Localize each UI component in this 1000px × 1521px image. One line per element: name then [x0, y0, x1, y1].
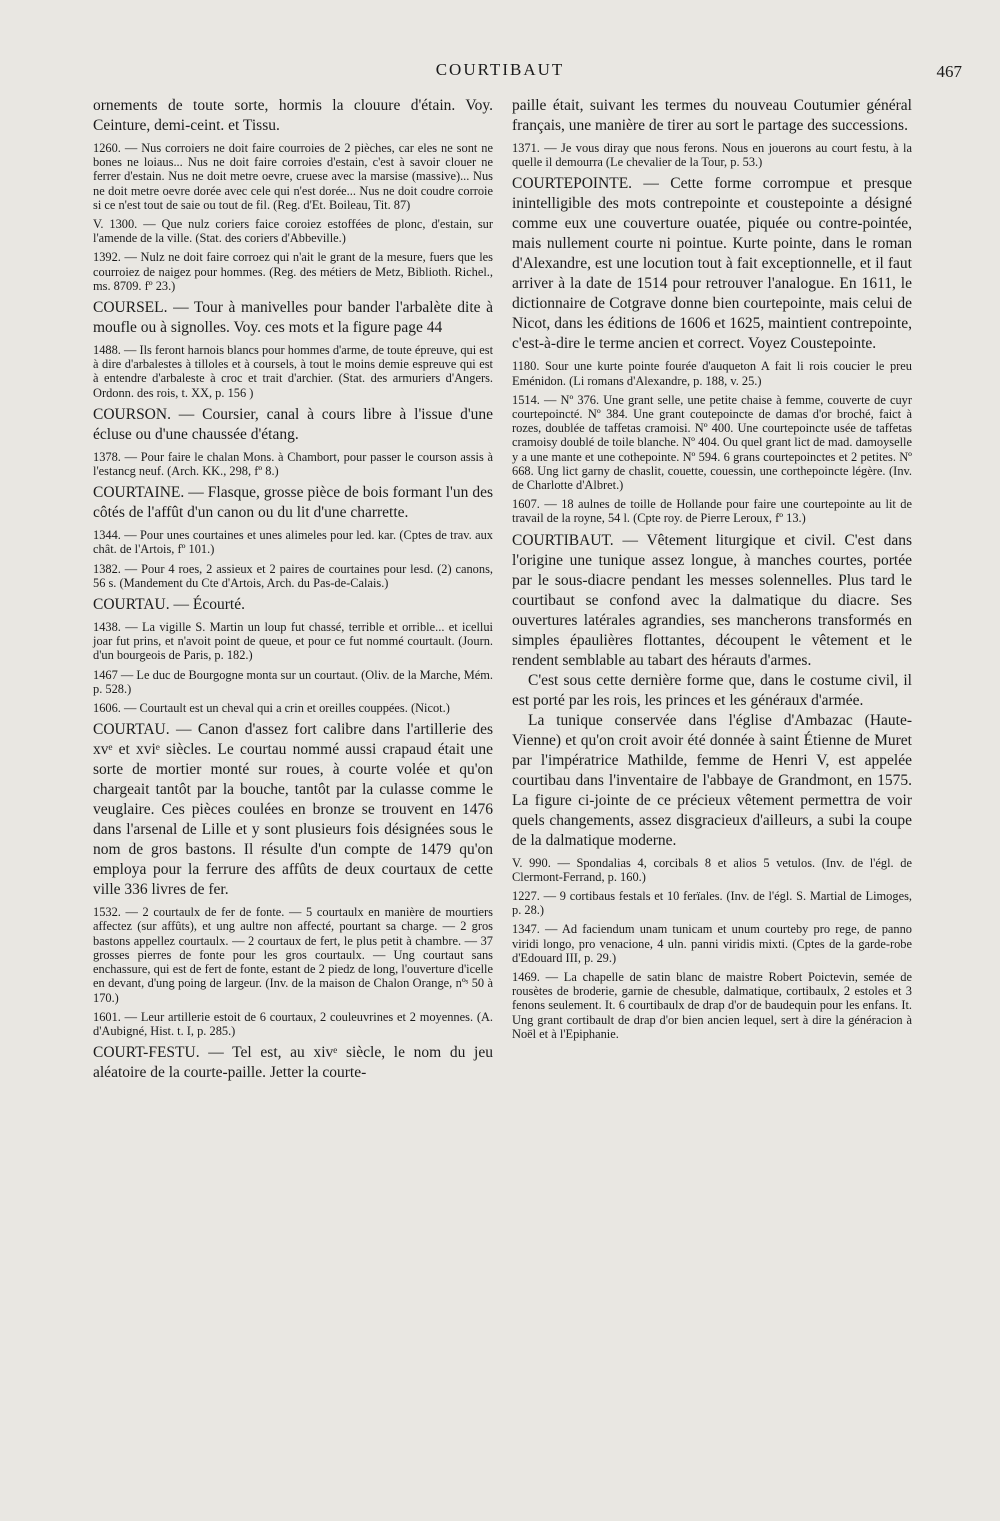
citation: 1382. — Pour 4 roes, 2 assieux et 2 paires de courtaines pour lesd. (2) canons, 56 s. (Mandement du Cte d'Artois, Arch. du Pas-de-Calais.): [93, 561, 493, 590]
entry-coursel: COURSEL. — Tour à manivelles pour bander l'arbalète dite à moufle ou à signolles. Voy. ces mots et la figure page 44: [93, 299, 493, 337]
citation: 1607. — 18 aulnes de toille de Hollande pour faire une courtepointe au lit de travail de la royne, 54 l. (Cpte roy. de Pierre Leroux, fº 13.): [512, 497, 912, 526]
entry-courtepointe: COURTEPOINTE. — Cette forme corrompue et presque inintelligible des mots contrepointe et coustepointe a désigné comme eux une couverture ouatée, piquée ou contre-pointée, mais nullement courte ni pointue. Kurte pointe, dans le roman d'Alexandre, est une locution tout à fait exceptionnelle, et il faut arriver à la date de 1514 pour retrouver l'analogue. En 1611, le dictionnaire de Cotgrave donne bien courtepointe, mais celui de Nicot, dans les éditions de 1606 et 1625, maintient contrepointe, c'est-à-dire le terme ancien et correct. Voyez Coustepointe.: [512, 175, 912, 353]
entry-courtibaut: COURTIBAUT. — Vêtement liturgique et civil. C'est dans l'origine une tunique assez longue, à manches courtes, portée par le sous-diacre pendant les messes solennelles. Plus tard le courtibaut se confond avec la dalmatique du diacre. Ses ouvertures latérales agrandies, ses mancherons transformés en simples épaulières flottantes, découpent le vêtement et le rendent semblable au tabart des hérauts d'armes.: [512, 531, 912, 669]
citation: 1514. — Nº 376. Une grant selle, une petite chaise à femme, couverte de cuyr courtepoincté. Nº 384. Une grant coutepoincte de damas d'or broché, faict à rozes, doublée de taffetas cramoisi. Nº 400. Une courtepoincte usée de taffetas cramoisy doublé de toile blanche. Nº 404. Ou quel grant lict de mad. damoyselle y a une mante et une cothepointe. Nº 594. 6 grans courtepoinctes et 2 petites. Nº 668. Ung lict garny de chaslit, couette, couessin, une corthepoincte légère. (Inv. de Charlotte d'Albret.): [512, 392, 912, 493]
citation: 1606. — Courtault est un cheval qui a crin et oreilles couppées. (Nicot.): [93, 701, 450, 716]
entry-text: C'est sous cette dernière forme que, dans le costume civil, il est porté par les rois, les princes et les généraux d'armée.: [512, 671, 912, 709]
entry-text: paille était, suivant les termes du nouveau Coutumier général français, une manière de tirer au sort le partage des successions.: [512, 97, 912, 134]
citation: 1469. — La chapelle de satin blanc de maistre Robert Poictevin, semée de rousètes de broderie, garnie de chesuble, dalmatique, cortibaulx, 2 estoles et 3 fenons seulement. It. 6 courtibaulx de drap d'or de baudequin pour les enfans. It. Ung grant cortibault de drap d'or bien ancien lequel, sert à dire la généracion à Noël et à l'Epiphanie.: [512, 970, 912, 1041]
citation: 1180. Sour une kurte pointe fourée d'auqueton A fait li rois coucier le preu Eménidon. (Li romans d'Alexandre, p. 188, v. 25.): [512, 359, 912, 388]
entry-courson: COURSON. — Coursier, canal à cours libre à l'issue d'une écluse ou d'une chaussée d'étang.: [93, 405, 493, 443]
citation: 1438. — La vigille S. Martin un loup fut chassé, terrible et orrible... et icellui joar fut prins, et n'avoit point de queue, et pour ce fut nommé courtault. (Journ. d'un bourgeois de Paris, p. 182.): [93, 620, 493, 663]
citation: 1371. — Je vous diray que nous ferons. Nous en jouerons au court festu, à la quelle il demourra (Le chevalier de la Tour, p. 53.): [512, 141, 912, 170]
running-head: COURTIBAUT: [435, 60, 565, 79]
citation: 1344. — Pour unes courtaines et unes alimeles pour led. kar. (Cptes de trav. aux chât. de l'Artois, fº 101.): [93, 528, 493, 557]
right-column: [512, 96, 912, 1041]
citation: 1260. — Nus corroiers ne doit faire courroies de 2 pièches, car eles ne sont ne bones ne loiaus... Nus ne doit faire corroies d'estain, c'est à savoir clouer ne ferrer d'estain. Nus ne doit metre oevre, cruese avec la marsise (massive)... Nus ne doit metre oevre dorée avec cele qui n'est dorée... Nus ne doit coudre corroie si ce n'est tout de saie ou tout de fil. (Reg. d'Et. Boileau, Tit. 87): [93, 141, 493, 212]
entry-text: La tunique conservée dans l'église d'Ambazac (Haute-Vienne) et qu'on croit avoir été donnée à saint Étienne de Muret par l'impératrice Mathilde, femme de Henri V, est appelée courtibau dans l'inventaire de l'abbaye de Grandmont, en 1575. La figure ci-jointe de ce précieux vêtement permettra de voir quels changements, assez disgracieux d'ailleurs, a subi la coupe de la dalmatique moderne.: [512, 711, 912, 849]
page-number: 467: [936, 62, 962, 81]
entry-courtau-1: COURTAU. — Écourté.: [93, 596, 245, 614]
citation: 1392. — Nulz ne doit faire corroez qui n'ait le grant de la mesure, fuers que les courroiez de naigez pour hommes. (Reg. des métiers de Metz, Biblioth. Richel., ms. 8709. fº 23.): [93, 250, 493, 293]
citation: V. 990. — Spondalias 4, corcibals 8 et alios 5 vetulos. (Inv. de l'égl. de Clermont-Ferrand, p. 160.): [512, 855, 912, 884]
citation: 1488. — Ils feront harnois blancs pour hommes d'arme, de toute épreuve, qui est à dire d'arbalestes à tilloles et à coursels, à tout le moins demie espreuve qui est à entendre d'arbaleste à croc et trait d'archier. (Stat. des armuriers d'Angers. Ordonn. des rois, t. XX, p. 156 ): [93, 343, 494, 400]
citation: 1227. — 9 cortibaus festals et 10 ferïales. (Inv. de l'égl. S. Martial de Limoges, p. 28.): [512, 889, 912, 918]
entry-text: ornements de toute sorte, hormis la clouure d'étain. Voy. Ceinture, demi-ceint. et Tissu.: [93, 97, 493, 134]
citation: 1532. — 2 courtaulx de fer de fonte. — 5 courtaulx en manière de mourtiers affectez (sur affûts), et ung aultre non affecté, pourtant sa charge. — 2 gros bastons appellez courtaulx. — 2 courtaux de fert, le plus petit à chambre. — 37 grosses pierres de fonte pour les gros courtaulx. — Ung courtaut sans enchassure, qui est de fert de fonte, estant de 2 piedz de long, l'ouverture d'icelle en devant, d'ung poing de largeur. (Inv. de la maison de Chalon Orange, nºˢ 50 à 170.): [93, 905, 493, 1005]
entry-courtau-2: COURTAU. — Canon d'assez fort calibre dans l'artillerie des xvᵉ et xviᵉ siècles. Le courtau nommé aussi crapaud était une sorte de mortier monté sur roues, à courte volée et qu'on chargeait tantôt par la bouche, tantôt par la culasse comme le veuglaire. Ces pièces coulées en bronze se trouvent en 1476 dans l'arsenal de Lille et y sont plusieurs fois désignées sous le nom de gros bastons. Il résulte d'un compte de 1479 qu'on employa pour la ferrure des affûts de deux courtaux de cette ville 336 livres de fer.: [93, 721, 493, 899]
citation: 1601. — Leur artillerie estoit de 6 courtaux, 2 couleuvrines et 2 moyennes. (A. d'Aubigné, Hist. t. I, p. 285.): [93, 1009, 493, 1038]
left-column: [93, 96, 493, 1083]
entry-courtaine: COURTAINE. — Flasque, grosse pièce de bois formant l'un des côtés de l'affût d'un canon ou du lit d'une charrette.: [93, 484, 493, 522]
citation: 1467 — Le duc de Bourgogne monta sur un courtaut. (Oliv. de la Marche, Mém. p. 528.): [93, 667, 493, 696]
citation: 1347. — Ad faciendum unam tunicam et unum courteby pro rege, de panno viridi longo, pro venacione, 4 uln. panni viridis mixti. (Cptes de la garde-robe d'Edouard III, p. 29.): [512, 922, 912, 965]
citation: V. 1300. — Que nulz coriers faice coroiez estoffées de plonc, d'estain, sur l'amende de la ville. (Stat. des coriers d'Abbeville.): [93, 217, 493, 246]
entry-court-festu: COURT-FESTU. — Tel est, au xivᵉ siècle, le nom du jeu aléatoire de la courte-paille. Jetter la courte-: [93, 1044, 493, 1082]
citation: 1378. — Pour faire le chalan Mons. à Chambort, pour passer le courson assis à l'estancg neuf. (Arch. KK., 298, fº 8.): [93, 449, 493, 479]
